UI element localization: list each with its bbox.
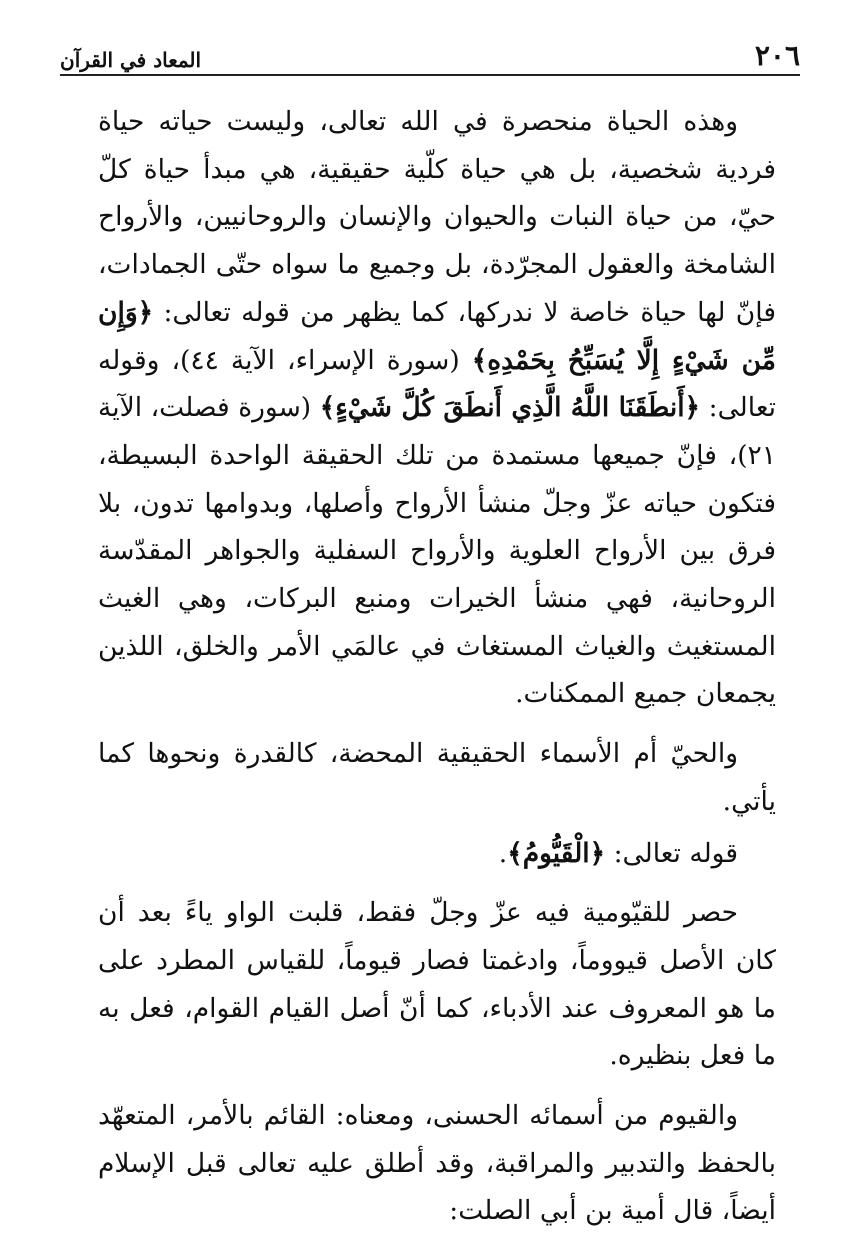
paragraph-al-qayyum (98, 1092, 776, 1235)
page-number: ٢٠٦ (754, 39, 800, 72)
quran-verse: ﴿وَإِن مِّن شَيْءٍ إِلَّا يُسَبِّحُ بِحَمْدِهِ﴾ (98, 296, 776, 376)
quran-verse: ﴿أَنطَقَنَا اللَّهُ الَّذِي أَنطَقَ كُلَّ شَيْءٍ﴾ (319, 392, 701, 424)
quran-verse: ﴿الْقَيُّومُ﴾ (507, 837, 606, 869)
paragraph-qayyumiyya (98, 889, 776, 1080)
page-header (60, 30, 800, 72)
text-run: وهذه الحياة منحصرة في الله تعالى، وليست حياته حياة فردية شخصية، بل هي حياة كلّية حقيقية، هي مبدأ حياة كلّ حيّ، من حياة النبات والحيوان والإنسان والروحانيين، والأرواح الشامخة والعقول المجرّدة، بل وجميع ما سواه حتّى الجمادات، فإنّ لها حياة خاصة لا ندركها، كما يظهر من قوله تعالى: (98, 106, 776, 328)
text-run: . (498, 837, 508, 869)
header-divider (60, 74, 800, 76)
paragraph-qawluhu (98, 830, 776, 878)
page-body (98, 98, 776, 1235)
text-run: حصر للقيّومية فيه عزّ وجلّ فقط، قلبت الواو ياءً بعد أن كان الأصل قيووماً، وادغمتا فصار قيوماً، للقياس المطرد على ما هو المعروف عند الأدباء، كما أنّ أصل القيام القوام، فعل به ما فعل بنظيره. (98, 897, 776, 1072)
paragraph-life-of-god (98, 98, 776, 718)
paragraph-al-hayy (98, 730, 776, 825)
text-run: (سورة الإسراء، الآية ٤٤)، وقوله تعالى: (98, 344, 776, 424)
text-run: والقيوم من أسمائه الحسنى، ومعناه: القائم بالأمر، المتعهّد بالحفظ والتدبير والمراقبة، وقد أطلق عليه تعالى قبل الإسلام أيضاً، قال أمية بن أبي الصلت: (98, 1100, 776, 1227)
text-run: قوله تعالى: (605, 837, 738, 869)
running-title: المعاد في القرآن (60, 48, 202, 72)
text-run: (سورة فصلت، الآية ٢١)، فإنّ جميعها مستمدة من تلك الحقيقة الواحدة البسيطة، فتكون حياته عزّ وجلّ منشأ الأرواح وأصلها، وبدوامها تدون، بلا فرق بين الأرواح العلوية والأرواح السفلية والجواهر المقدّسة الروحانية، فهي منشأ الخيرات ومنبع البركات، وهي الغيث المستغيث والغياث المستغاث في عالمَي الأمر والخلق، اللذين يجمعان جميع الممكنات. (98, 392, 776, 710)
text-run: والحيّ أم الأسماء الحقيقية المحضة، كالقدرة ونحوها كما يأتي. (98, 738, 776, 817)
